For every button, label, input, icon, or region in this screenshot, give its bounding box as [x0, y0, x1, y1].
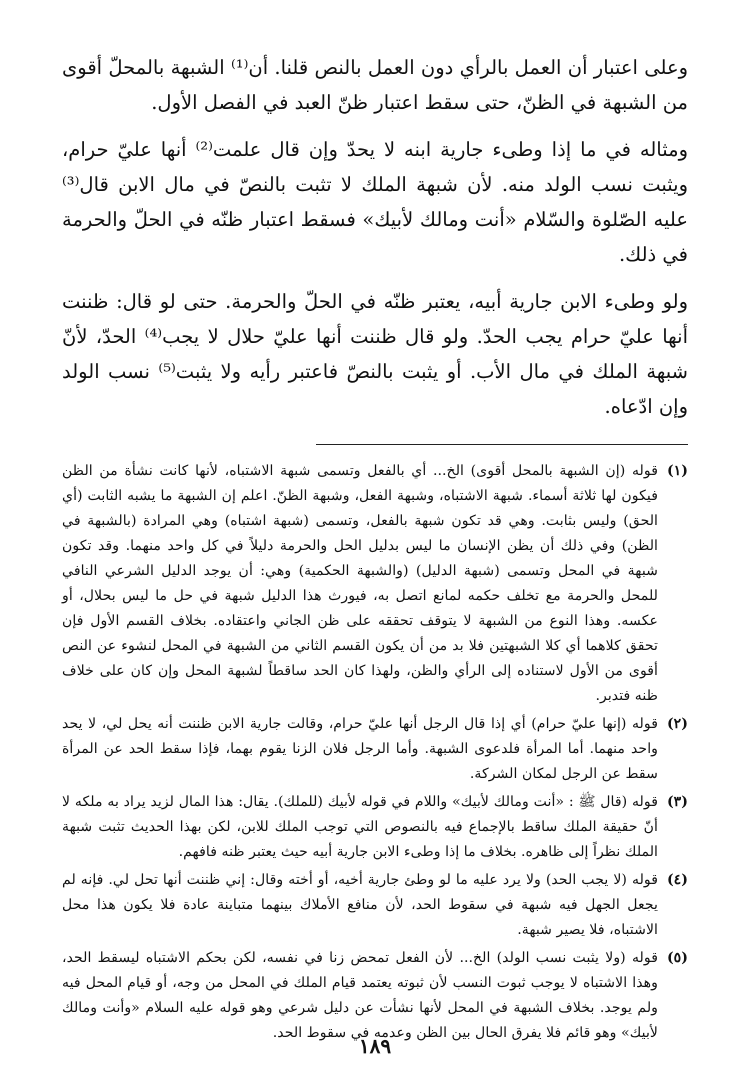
footnote-text: قوله (إنها عليّ حرام) أي إذا قال الرجل أنها عليّ حرام، وقالت جارية الابن ظننت أنه يحل لي، لا يحد واحد منهما. أما المرأة فلدعوى الشبهة. وأما الرجل فلان الزنا يقوم بهما، فإذا سقط الحد عن المرأة سقط عن الرجل لمكان الشركة. — [62, 716, 658, 782]
footnote-text: قوله (قال ﷺ : «أنت ومالك لأبيك» واللام في قوله لأبيك (للملك). يقال: هذا المال لزيد يراد به ملكه لا أنّ حقيقة الملك ساقط بالإجماع فيه بالنصوص التي توجب الملك للابن، لكن بهذا الحديث تثبت شبهة الملك نظراً إلى ظاهره. بخلاف ما إذا وطىء الابن جارية أبيه حيث يعتبر ظنه فافهم. — [62, 794, 658, 860]
footnote-separator — [316, 444, 688, 445]
footnote-4 — [62, 868, 688, 943]
paragraph-2: ومثاله في ما إذا وطىء جارية ابنه لا يحدّ وإن قال علمت⁽²⁾ أنها عليّ حرام، ويثبت نسب الولد منه. لأن شبهة الملك لا تثبت بالنصّ في مال الابن قال⁽³⁾ عليه الصّلوة والسّلام «أنت ومالك لأبيك» فسقط اعتبار ظنّه في الحلّ والحرمة في ذلك. — [62, 138, 688, 266]
footnote-number: (١) — [666, 463, 688, 479]
paragraph-3: ولو وطىء الابن جارية أبيه، يعتبر ظنّه في الحلّ والحرمة. حتى لو قال: ظننت أنها عليّ حرام يجب الحدّ. ولو قال ظننت أنها عليّ حلال لا يجب⁽⁴⁾ الحدّ، لأنّ شبهة الملك في مال الأب. أو يثبت بالنصّ فاعتبر رأيه ولا يثبت⁽⁵⁾ نسب الولد وإن ادّعاه. — [62, 290, 688, 418]
footnote-number: (٥) — [666, 950, 688, 966]
footnotes — [62, 459, 688, 1046]
main-text — [62, 50, 688, 424]
footnote-number: (٢) — [666, 716, 688, 732]
footnote-5 — [62, 946, 688, 1046]
footnote-3 — [62, 790, 688, 865]
footnote-1 — [62, 459, 688, 709]
footnote-text: قوله (ولا يثبت نسب الولد) الخ... لأن الفعل تمحض زنا في نفسه، لكن بحكم الاشتباه ليسقط الحد، وهذا الاشتباه لا يوجب ثبوت النسب لأن ثبوته يعتمد قيام الملك في المحل من وجه، أو قيام المحل فيه ولم يوجد. بخلاف الشبهة في المحل لأنها نشأت عن دليل شرعي وهو قوله عليه السلام «وأنت ومالك لأبيك» وهو قائم فلا يفرق الحال بين الظن وعدمه في سقوط الحد. — [62, 950, 658, 1041]
footnote-text: قوله (إن الشبهة بالمحل أقوى) الخ... أي بالفعل وتسمى شبهة الاشتباه، لأنها كانت نشأة من الظن فيكون لها ثلاثة أسماء. شبهة الاشتباه، وشبهة الفعل، وشبهة الظنّ. اعلم إن الشبهة ما يشبه الثابت (أي الحق) وليس بثابت. وهي قد تكون شبهة بالفعل، وتسمى (شبهة اشتباه) وهي المرادة (بالشبهة في الظن) وفي ذلك أن يظن الإنسان ما ليس بدليل الحل والحرمة دليلاً في كل واحد منهما. وقد تكون شبهة في المحل وتسمى (شبهة الدليل) (والشبهة الحكمية) وهي: أن يوجد الدليل الشرعي النافي للمحل والحرمة مع تخلف حكمه لمانع اتصل به، فيورث هذا الدليل شبهة في حل ما ليس بحلال، أو عكسه. وهذا النوع من الشبهة لا يتوقف تحققه على ظن الجاني واعتقاده. بخلاف القسم الأول فإن تحقق كلاهما أي كلا الشبهتين فلا بد من أن يكون القسم الثاني من الشبهة في المحل لنشوء عن النص أقوى من الأول لاستناده إلى الرأي والظن، ولهذا كان الحد ساقطاً لشبهة المحل وإن كان على خلاف ظنه فتدبر. — [62, 463, 658, 704]
paragraph-1: وعلى اعتبار أن العمل بالرأي دون العمل بالنص قلنا. أن⁽¹⁾ الشبهة بالمحلّ أقوى من الشبهة في الظنّ، حتى سقط اعتبار ظنّ العبد في الفصل الأول. — [62, 56, 689, 114]
footnote-text: قوله (لا يجب الحد) ولا يرد عليه ما لو وطئ جارية أخيه، أو أخته وقال: إني ظننت أنها تحل لي. فإنه لم يجعل الجهل فيه شبهة في سقوط الحد، لأن منافع الأملاك بينهما متباينة عادة فلا يكون هذا محل الاشتباه، فلا يصير شبهة. — [62, 872, 658, 938]
page-number: ١٨٩ — [358, 1034, 392, 1058]
footnote-number: (٤) — [666, 872, 688, 888]
footnote-2 — [62, 712, 688, 787]
footnote-number: (٣) — [666, 794, 688, 810]
